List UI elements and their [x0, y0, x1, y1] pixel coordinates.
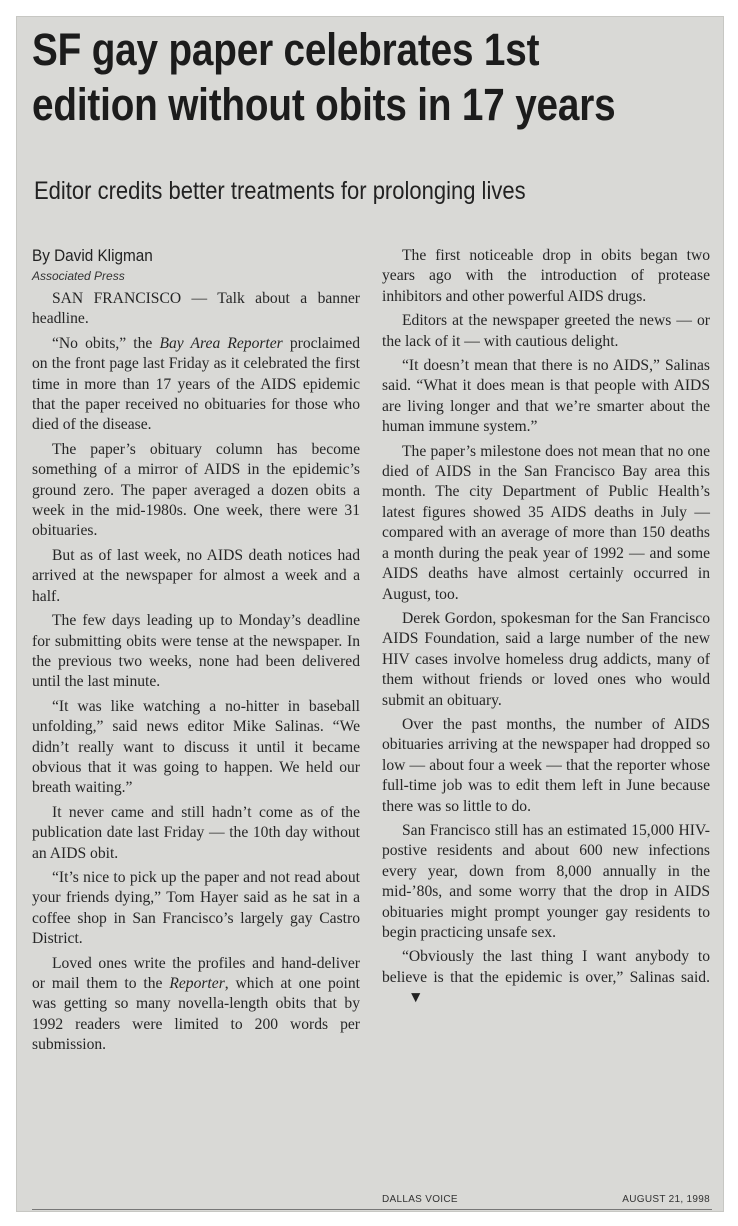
text-run: proclaimed on the front page last Friday as it celebrated the first time in more than 17 years of the AIDS epidemic that the paper received no obituaries for those who died of the disease.: [32, 334, 360, 434]
paragraph: It never came and still hadn’t come as of the publication date last Friday — the 10th day without an AIDS obit.: [32, 803, 360, 862]
paragraph: [32, 954, 360, 1056]
paragraph: The first noticeable drop in obits began two years ago with the introduction of protease inhibitors and other powerful AIDS drugs.: [382, 247, 710, 305]
text-run: Loved ones write the profiles and hand-deliver or mail them to the: [32, 954, 360, 992]
text-run: “No obits,” the: [52, 334, 160, 352]
paragraph: Derek Gordon, spokesman for the San Francisco AIDS Foundation, said a large number of the new HIV cases involve homeless drug addicts, many of them without friends or loved ones who would submit an obituary.: [382, 609, 710, 709]
paragraph: [382, 947, 710, 1008]
paragraph: San Francisco still has an estimated 15,000 HIV-postive residents and about 600 new infections every year, down from 8,000 annually in the mid-’80s, and some worry that the drop in AIDS obituaries might prompt younger gay residents to begin practicing unsafe sex.: [382, 821, 710, 941]
page-footer: [382, 1194, 710, 1205]
headline: [32, 22, 625, 132]
byline: By David Kligman: [32, 246, 153, 265]
headline-line-2: edition without obits in 17 years: [32, 79, 616, 130]
paragraph: The paper’s obituary column has become something of a mirror of AIDS in the epidemic’s ground zero. The paper averaged a dozen obits a week in the mid-1980s. One week, there were 31 obituaries.: [32, 440, 360, 540]
paragraph: But as of last week, no AIDS death notices had arrived at the newspaper for almost a week and a half.: [32, 546, 360, 605]
end-of-story-triangle-icon: ▼: [408, 989, 424, 1007]
paragraph: Editors at the newspaper greeted the news — or the lack of it — with cautious delight.: [382, 312, 710, 350]
paragraph: “It’s nice to pick up the paper and not read about your friends dying,” Tom Hayer said as he sat in a coffee shop in San Francisco’s largely gay Castro District.: [32, 868, 360, 948]
publication-name: Bay Area Reporter: [159, 334, 283, 352]
paragraph: The few days leading up to Monday’s deadline for submitting obits were tense at the newspaper. In the previous two weeks, none had been delivered until the last minute.: [32, 612, 360, 691]
paragraph: “It was like watching a no-hitter in baseball unfolding,” said news editor Mike Salinas. “We didn’t really want to discuss it until it became obvious that it was going to happen. We held our breath waiting.”: [32, 697, 360, 797]
publication-name-footer: DALLAS VOICE: [382, 1194, 458, 1205]
paragraph: The paper’s milestone does not mean that no one died of AIDS in the San Francisco Bay area this month. The city Department of Public Health’s latest figures showed 35 AIDS deaths in July — compared with an average of more than 150 deaths a month during the peak year of 1992 — and some AIDS deaths have almost certainly occurred in August, too.: [382, 442, 710, 603]
paragraph: SAN FRANCISCO — Talk about a banner headline.: [32, 290, 360, 328]
text-run: “Obviously the last thing I want anybody to believe is that the epidemic is over,” Salinas said.: [382, 948, 710, 986]
text-run: , which at one point was getting so many novella-length obits that by 1992 readers were limited to 200 words per submission.: [32, 975, 360, 1054]
news-agency: Associated Press: [32, 269, 125, 283]
publication-name: Reporter: [169, 975, 225, 992]
article-column-1: [32, 289, 360, 1060]
headline-line-1: SF gay paper celebrates 1st: [32, 24, 540, 75]
subheadline: Editor credits better treatments for prolonging lives: [34, 177, 526, 205]
publication-date: AUGUST 21, 1998: [622, 1194, 710, 1205]
article-column-2: [382, 246, 710, 1013]
newspaper-clipping: [16, 16, 724, 1212]
paragraph: “It doesn’t mean that there is no AIDS,” Salinas said. “What it does mean is that people with AIDS are living longer and that we’re smarter about the human immune system.”: [382, 357, 710, 436]
paragraph: [32, 334, 360, 436]
paragraph: Over the past months, the number of AIDS obituaries arriving at the newspaper had dropped so low — about four a week — that the reporter whose full-time job was to edit them left in June because there was so little to do.: [382, 715, 710, 815]
bottom-rule: [32, 1209, 712, 1210]
